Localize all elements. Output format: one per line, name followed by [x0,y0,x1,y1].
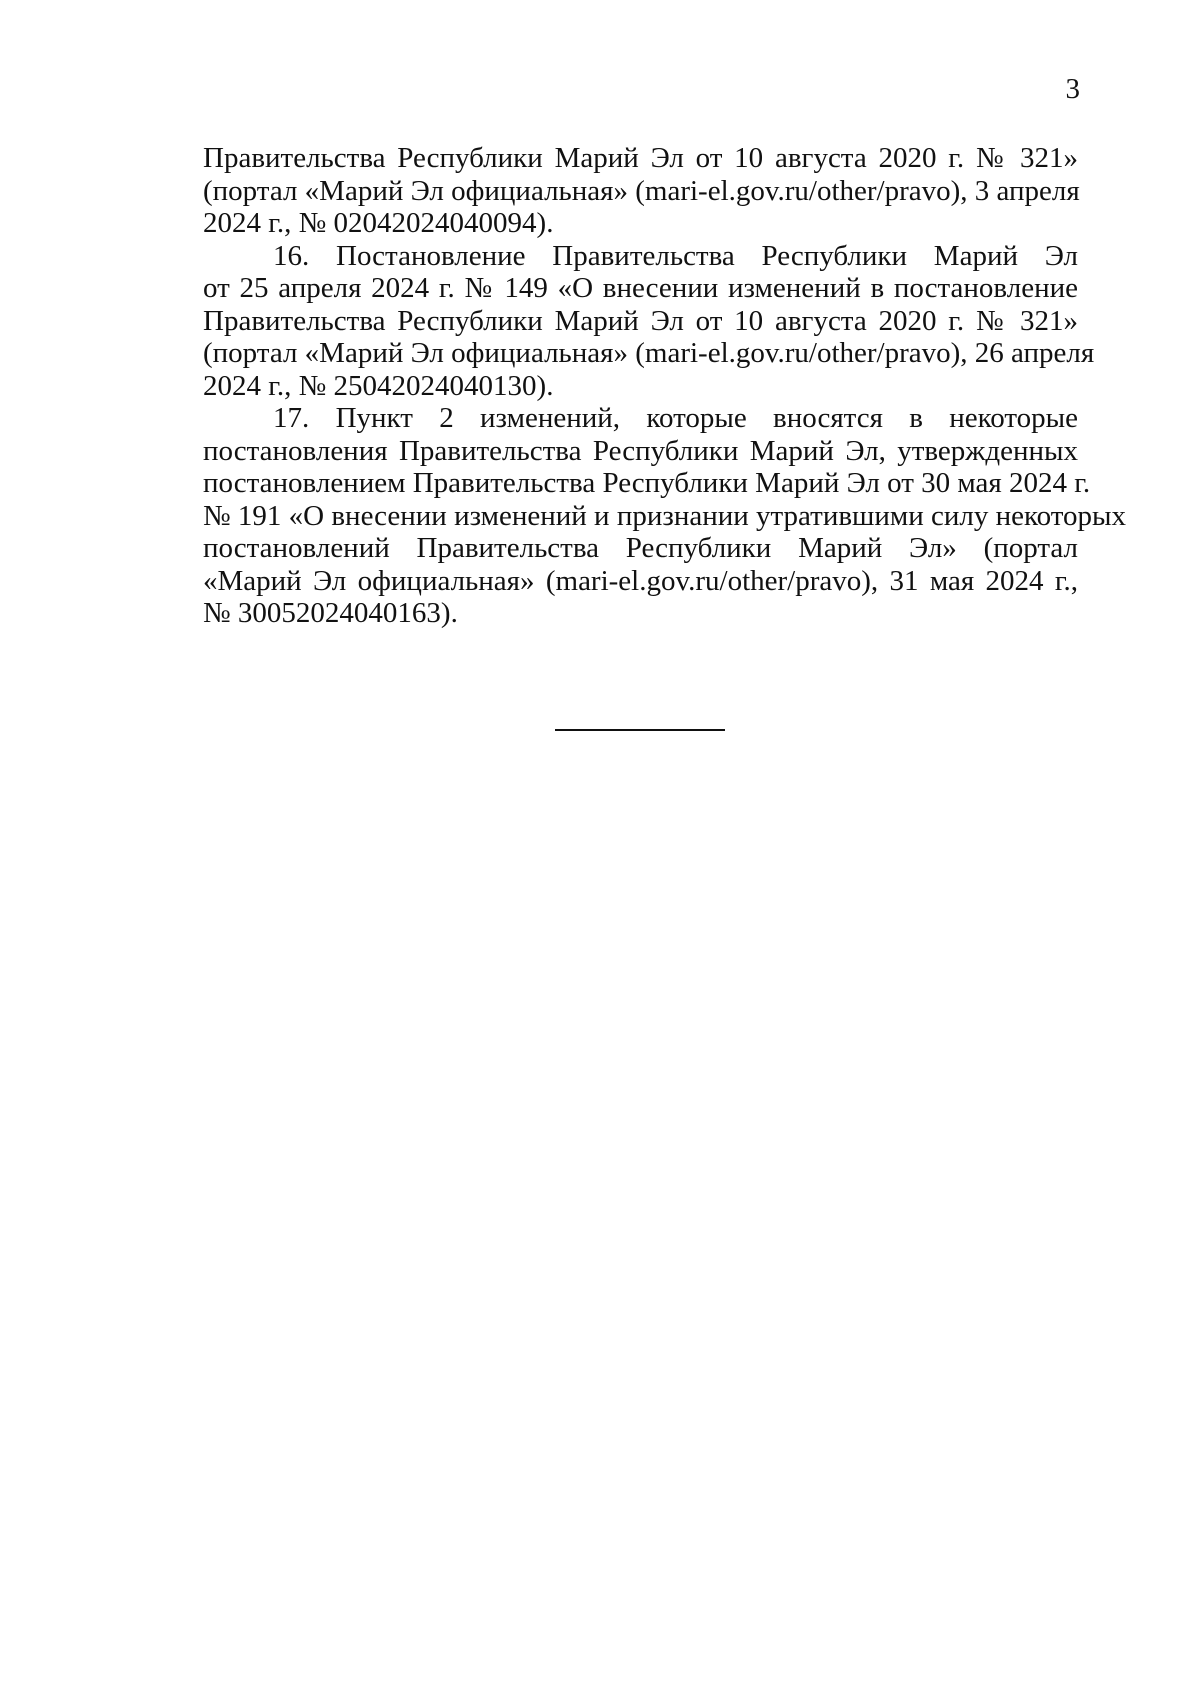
text-line: № 191 «О внесении изменений и признании утратившими силу некоторых [203,499,1127,532]
text-line: 2024 г., № 25042024040130). [203,369,554,402]
text-line: постановления Правительства Республики Марий Эл, утвержденных [203,434,1078,467]
text-line: от 25 апреля 2024 г. № 149 «О внесении изменений в постановление [203,272,1078,304]
paragraph-continuation [203,142,1078,240]
page-number: 3 [1065,73,1080,105]
text-line: постановлением Правительства Республики Марий Эл от 30 мая 2024 г. [203,467,1091,499]
text-line: 17. Пункт 2 изменений, которые вносятся в некоторые [273,402,1078,434]
text-line: постановлений Правительства Республики Марий Эл» (портал [203,532,1078,564]
text-line: (портал «Марий Эл официальная» (mari-el.gov.ru/other/pravo), 3 апреля [203,174,1080,207]
text-line: Правительства Республики Марий Эл от 10 августа 2020 г. № 321» [203,142,1078,174]
text-line: (портал «Марий Эл официальная» (mari-el.gov.ru/other/pravo), 26 апреля [203,337,1095,369]
text-line: № 30052024040163). [203,597,458,629]
text-line: Правительства Республики Марий Эл от 10 августа 2020 г. № 321» [203,304,1078,337]
closing-divider [555,729,725,731]
paragraph-item-17 [203,402,1127,630]
paragraph-item-16 [203,239,1095,403]
text-line: «Марий Эл официальная» (mari-el.gov.ru/other/pravo), 31 мая 2024 г., [203,564,1078,597]
text-line: 2024 г., № 02042024040094). [203,207,554,239]
document-body [203,142,1127,630]
text-line: 16. Постановление Правительства Республики Марий Эл [273,239,1078,272]
